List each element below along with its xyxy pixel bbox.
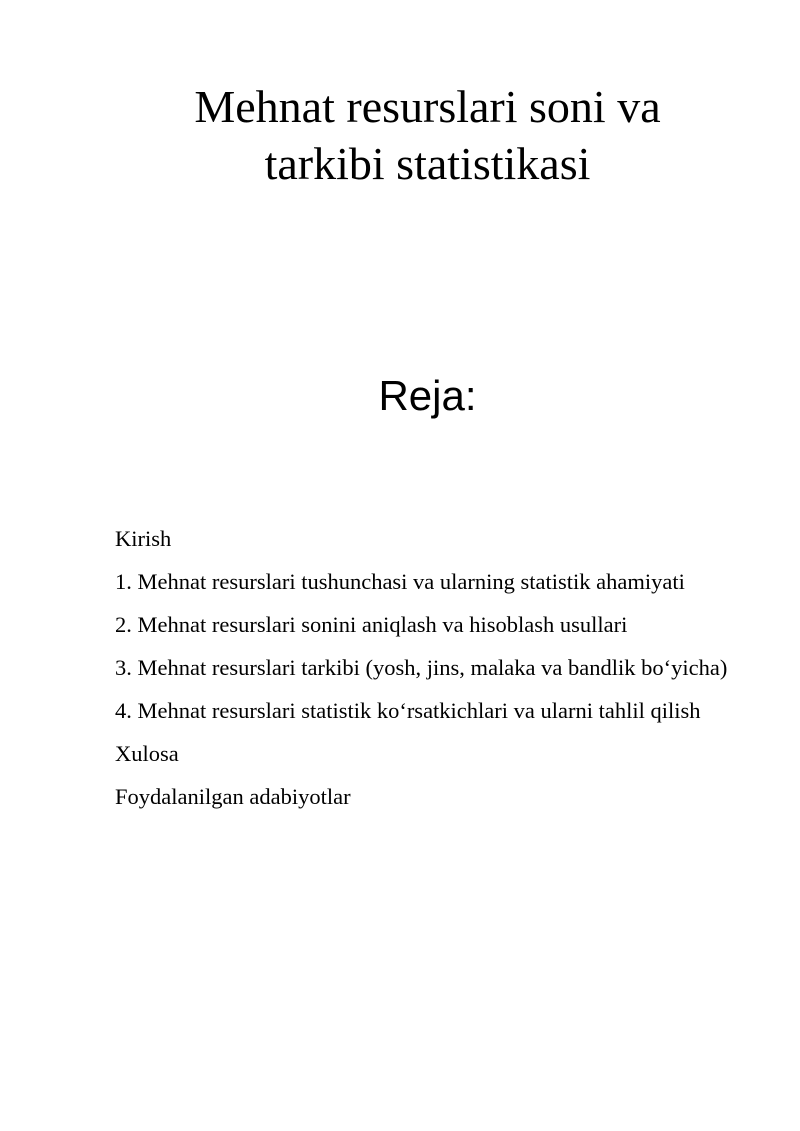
plan-item-4: 4. Mehnat resurslari statistik ko‘rsatkichlari va ularni tahlil qilish <box>115 698 701 723</box>
plan-heading: Reja: <box>378 372 477 419</box>
plan-item-conclusion: Xulosa <box>115 741 179 766</box>
document-title-line-1: Mehnat resurslari soni va <box>194 81 661 132</box>
plan-item-1: 1. Mehnat resurslari tushunchasi va ularning statistik ahamiyati <box>115 569 685 594</box>
plan-item-references: Foydalanilgan adabiyotlar <box>115 784 351 809</box>
plan-item-3: 3. Mehnat resurslari tarkibi (yosh, jins, malaka va bandlik bo‘yicha) <box>115 655 728 680</box>
plan-item-2: 2. Mehnat resurslari sonini aniqlash va hisoblash usullari <box>115 612 628 637</box>
plan-list <box>115 523 740 824</box>
document-title-line-2: tarkibi statistikasi <box>264 138 591 189</box>
plan-item-introduction: Kirish <box>115 526 172 551</box>
document-title <box>115 78 740 192</box>
